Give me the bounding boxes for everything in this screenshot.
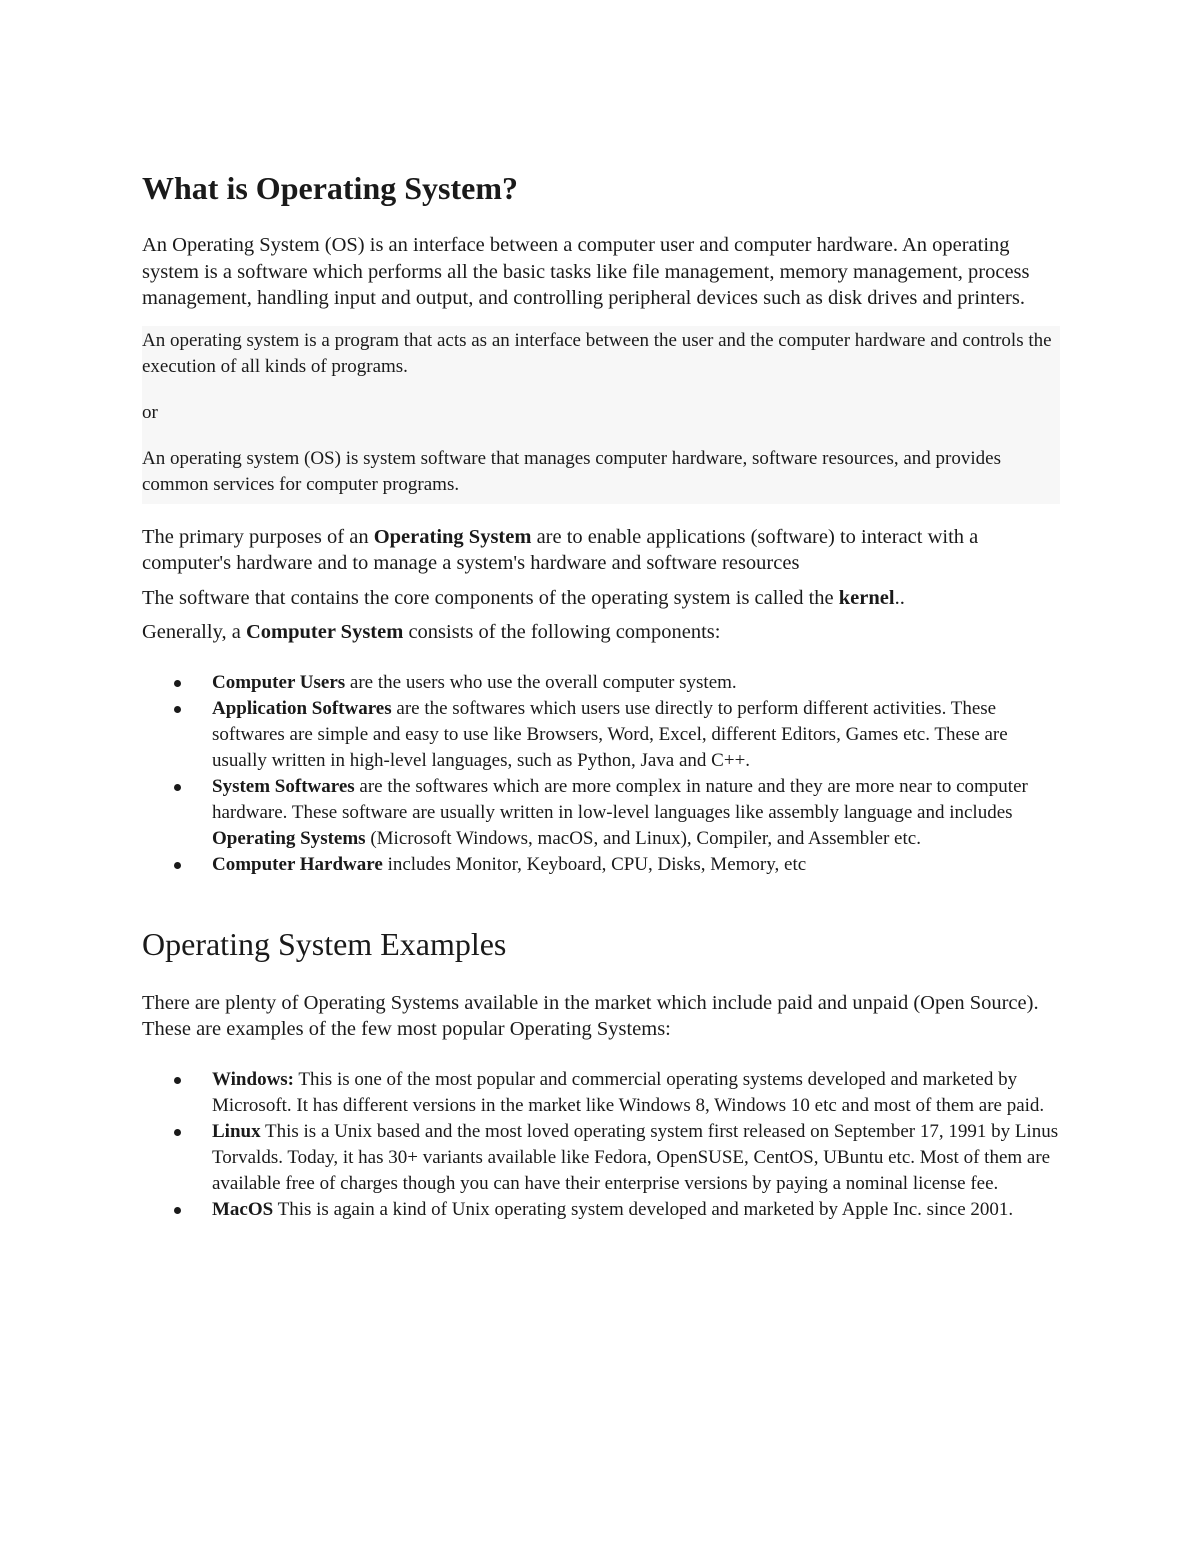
bullet-icon <box>174 1207 181 1214</box>
components-intro-bold: Computer System <box>245 621 404 643</box>
components-intro <box>142 619 1060 646</box>
list-item <box>142 1197 1060 1223</box>
item-term: Linux <box>212 1120 261 1142</box>
item-text: are the softwares which are more complex in nature and they are more near to computer hardware. These software are usually written in low-level languages like assembly language and includes <box>212 775 1028 823</box>
examples-intro: There are plenty of Operating Systems available in the market which include paid and unpaid (Open Source). These are examples of the few most popular Operating Systems: <box>142 991 1039 1040</box>
kernel-bold: kernel <box>838 586 895 609</box>
examples-list <box>142 1067 1060 1223</box>
components-intro-post: consists of the following components: <box>403 621 721 643</box>
item-text-continued: (Microsoft Windows, macOS, and Linux), Compiler, and Assembler etc. <box>365 827 921 849</box>
components-intro-pre: Generally, a <box>142 621 246 643</box>
purpose-pre: The primary purposes of an <box>142 525 374 548</box>
kernel-paragraph <box>142 585 1060 612</box>
kernel-pre: The software that contains the core components of the operating system is called the <box>142 586 839 609</box>
document-page <box>142 168 1060 1269</box>
item-term: MacOS <box>212 1198 274 1220</box>
bullet-icon <box>174 1129 181 1136</box>
item-term: Application Softwares <box>212 697 392 719</box>
item-term-inline: Operating Systems <box>212 827 366 849</box>
purpose-paragraph <box>142 524 1060 577</box>
kernel-post: .. <box>894 586 905 609</box>
quote-or: or <box>142 401 158 423</box>
item-text: are the users who use the overall computer system. <box>345 671 737 693</box>
bullet-icon <box>174 706 181 713</box>
purpose-bold: Operating System <box>373 525 532 548</box>
quote-second: An operating system (OS) is system software that manages computer hardware, software resources, and provides common services for computer programs. <box>142 447 1001 495</box>
bullet-icon <box>174 784 181 791</box>
examples-heading: Operating System Examples <box>142 925 507 962</box>
bullet-icon <box>174 862 181 869</box>
purpose-post: are to enable applications (software) to interact with a computer's hardware and to manage a system's hardware and software resources <box>142 525 979 574</box>
list-item <box>142 696 1060 774</box>
bullet-icon <box>174 1077 181 1084</box>
page-title: What is Operating System? <box>142 170 518 206</box>
item-term: Computer Users <box>212 671 346 693</box>
item-term: System Softwares <box>212 775 355 797</box>
item-text: are the softwares which users use directly to perform different activities. These softwares are simple and easy to use like Browsers, Word, Excel, different Editors, Games etc. These are usually written in high-level languages, such as Python, Java and C++. <box>212 697 1008 771</box>
list-item <box>142 852 1060 878</box>
item-text: This is one of the most popular and commercial operating systems developed and marketed by Microsoft. It has different versions in the market like Windows 8, Windows 10 etc and most of them are paid. <box>212 1068 1045 1116</box>
quote-first: An operating system is a program that acts as an interface between the user and the computer hardware and controls the execution of all kinds of programs. <box>142 329 1052 377</box>
item-term: Computer Hardware <box>212 853 383 875</box>
list-item <box>142 1067 1060 1119</box>
item-text: This is again a kind of Unix operating system developed and marketed by Apple Inc. since 2001. <box>273 1198 1014 1220</box>
list-item <box>142 774 1060 852</box>
item-text: includes Monitor, Keyboard, CPU, Disks, Memory, etc <box>382 853 807 875</box>
list-item <box>142 670 1060 696</box>
bullet-icon <box>174 680 181 687</box>
definition-quote-block <box>142 326 1060 504</box>
item-term: Windows: <box>212 1068 295 1090</box>
components-list <box>142 670 1060 878</box>
intro-paragraph: An Operating System (OS) is an interface between a computer user and computer hardware. An operating system is a software which performs all the basic tasks like file management, memory management, process management, handling input and output, and controlling peripheral devices such as disk drives and printers. <box>142 234 1030 309</box>
item-text: This is a Unix based and the most loved operating system first released on September 17, 1991 by Linus Torvalds. Today, it has 30+ variants available like Fedora, OpenSUSE, CentOS, UBuntu etc. Most of them are available free of charges though you can have their enterprise versions by paying a nominal license fee. <box>212 1120 1059 1194</box>
list-item <box>142 1119 1060 1197</box>
